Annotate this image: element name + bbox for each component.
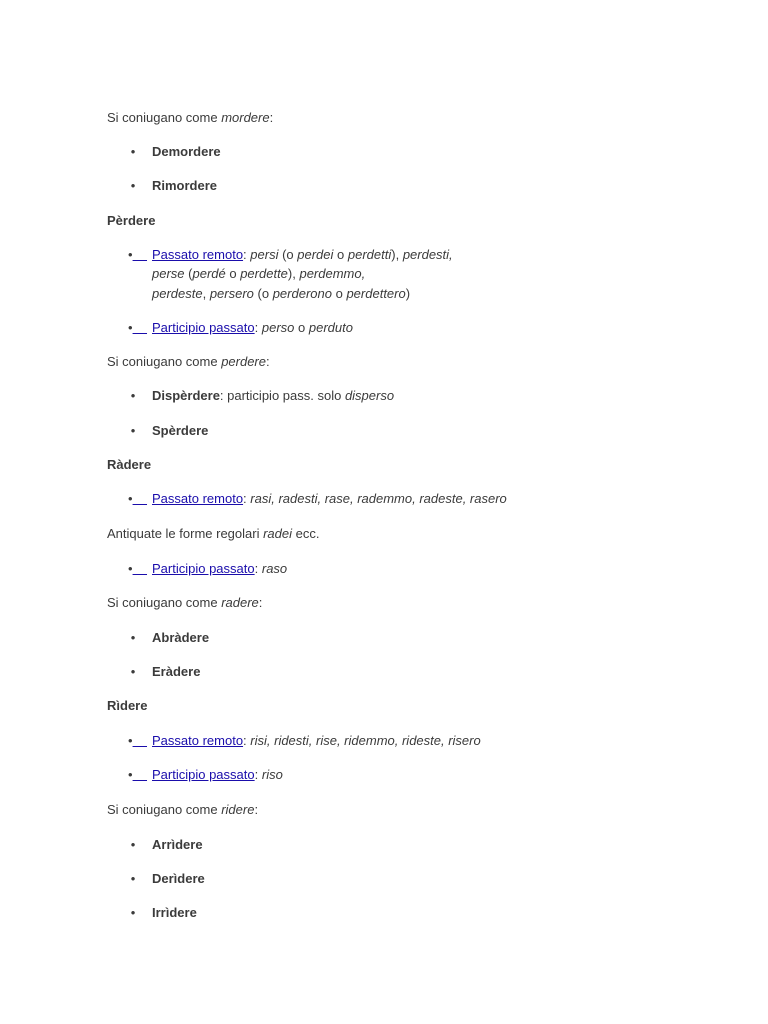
verb-abradere: Abràdere xyxy=(152,630,210,645)
intro-radere: Si coniugano come radere: xyxy=(107,595,263,610)
heading-ridere xyxy=(107,696,147,715)
participio-passato-link[interactable]: Participio passato xyxy=(152,767,255,782)
intro-mordere xyxy=(107,108,273,127)
bullet-icon: • xyxy=(128,247,133,262)
bullet-icon: • xyxy=(128,491,133,506)
bullet-icon: • xyxy=(130,837,136,852)
verb-irridere: Irrìdere xyxy=(152,905,197,920)
bullet-icon: • xyxy=(130,664,136,679)
participio-passato-link[interactable]: Participio passato xyxy=(152,561,255,576)
list-item xyxy=(130,835,203,854)
note-radere: Antiquate le forme regolari radei ecc. xyxy=(107,526,320,541)
list-item xyxy=(130,142,221,161)
participio-passato-link[interactable]: Participio passato xyxy=(152,320,255,335)
list-item xyxy=(130,662,201,681)
passato-remoto-link[interactable]: Passato remoto xyxy=(152,733,244,748)
list-item-passato-remoto: • Passato remoto: persi (o perdei o perdetti), perdesti, xyxy=(128,247,453,262)
intro-colon: : xyxy=(269,110,274,125)
list-item xyxy=(130,421,209,440)
bullet-icon: • xyxy=(130,871,136,886)
heading-perdere xyxy=(107,211,155,230)
passato-remoto-link[interactable]: Passato remoto xyxy=(152,491,244,506)
intro-text: Si coniugano come xyxy=(107,110,222,125)
bullet-icon: • xyxy=(130,178,136,193)
bullet-icon: • xyxy=(130,388,136,403)
list-item xyxy=(130,628,210,647)
bullet-icon: • xyxy=(128,561,133,576)
verb-demordere: Demordere xyxy=(152,144,221,159)
bullet-icon: • xyxy=(128,767,133,782)
intro-ridere: Si coniugano come ridere: xyxy=(107,802,259,817)
heading-text: Rìdere xyxy=(107,698,148,713)
intro-verb: mordere xyxy=(221,110,270,125)
verb-disperdere: Dispèrdere xyxy=(152,388,220,403)
bullet-icon: • xyxy=(130,630,136,645)
list-item xyxy=(130,176,218,195)
passato-remoto-line-2: perse (perdé o perdette), perdemmo, xyxy=(152,266,366,281)
heading-radere xyxy=(107,455,151,474)
verb-rimordere: Rimordere xyxy=(152,178,218,193)
list-item-participio-passato: • Participio passato: perso o perduto xyxy=(128,320,353,335)
list-item: • Dispèrdere: participio pass. solo disperso xyxy=(152,386,394,405)
list-item-passato-remoto: • Passato remoto: risi, ridesti, rise, ridemmo, rideste, risero xyxy=(128,733,481,748)
passato-remoto-line-3: perdeste, persero (o perderono o perdettero) xyxy=(152,286,411,301)
verb-eradere: Eràdere xyxy=(152,664,201,679)
heading-text: Pèrdere xyxy=(107,213,156,228)
list-item xyxy=(130,903,197,922)
list-item-participio-passato: • Participio passato: riso xyxy=(128,767,283,782)
bullet-icon: • xyxy=(130,423,136,438)
verb-sperdere: Spèrdere xyxy=(152,423,209,438)
intro-perdere: Si coniugano come perdere: xyxy=(107,354,270,369)
list-item-passato-remoto: • Passato remoto: rasi, radesti, rase, rademmo, radeste, rasero xyxy=(128,491,507,506)
list-item-participio-passato: • Participio passato: raso xyxy=(128,561,288,576)
bullet-icon: • xyxy=(128,320,133,335)
verb-arridere: Arrìdere xyxy=(152,837,203,852)
bullet-icon: • xyxy=(130,144,136,159)
verb-deridere: Derìdere xyxy=(152,871,205,886)
bullet-icon: • xyxy=(128,733,133,748)
list-item xyxy=(130,869,205,888)
heading-text: Ràdere xyxy=(107,457,152,472)
passato-remoto-link[interactable]: Passato remoto xyxy=(152,247,244,262)
bullet-icon: • xyxy=(130,905,136,920)
